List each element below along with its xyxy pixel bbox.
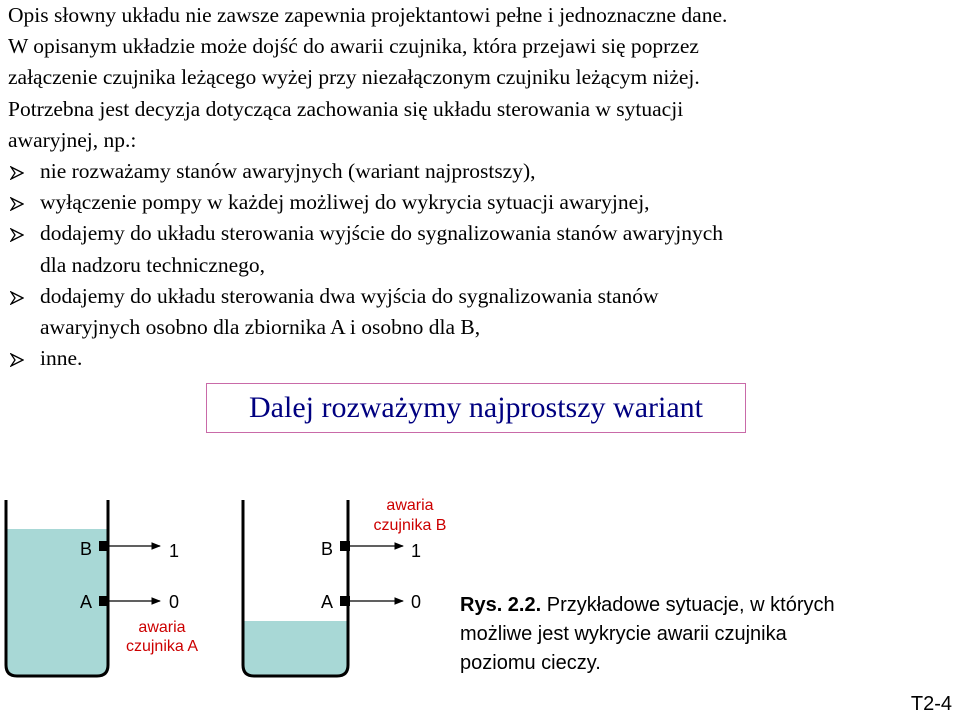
intro-paragraph xyxy=(8,0,958,156)
caption-line xyxy=(460,591,940,620)
fault-label: czujnika B xyxy=(373,517,447,534)
sensor-b-value: 1 xyxy=(169,541,180,561)
fault-label: awaria xyxy=(138,619,186,636)
arrowhead-bullet-icon xyxy=(10,197,24,211)
paragraph-line: awaryjnej, np.: xyxy=(8,127,137,152)
list-item xyxy=(8,343,958,374)
list-item xyxy=(8,281,958,343)
sensor-a xyxy=(340,596,350,606)
page-number: T2-4 xyxy=(910,693,952,715)
arrowhead-bullet-icon xyxy=(10,166,24,180)
tank-b-fault xyxy=(243,497,446,676)
highlight-box xyxy=(206,383,746,433)
tank-water xyxy=(243,621,348,676)
options-list xyxy=(8,156,958,374)
sensor-a xyxy=(99,596,109,606)
list-item-text: inne. xyxy=(40,346,83,371)
list-item-text: awaryjnych osobno dla zbiornika A i osobno dla B, xyxy=(40,314,481,339)
sensor-a-value: 0 xyxy=(169,592,180,612)
sensor-b xyxy=(340,541,350,551)
fault-label: awaria xyxy=(386,497,434,514)
caption-text: Przykładowe sytuacje, w których xyxy=(541,594,835,616)
tank-a-fault xyxy=(6,500,198,676)
sensor-a-label: A xyxy=(80,592,93,612)
paragraph-line: załączenie czujnika leżącego wyżej przy niezałączonym czujniku leżącym niżej. xyxy=(8,65,700,90)
caption-line: możliwe jest wykrycie awarii czujnika xyxy=(460,623,787,645)
list-item xyxy=(8,187,958,218)
sensor-b-value: 1 xyxy=(411,541,422,561)
figure-caption xyxy=(460,591,940,678)
arrowhead-bullet-icon xyxy=(10,353,24,367)
paragraph-line: W opisanym układzie może dojść do awarii czujnika, która przejawi się poprzez xyxy=(8,34,699,59)
list-item-text: nie rozważamy stanów awaryjnych (wariant najprostszy), xyxy=(40,159,536,183)
list-item xyxy=(8,218,958,280)
paragraph-line: Potrzebna jest decyzja dotycząca zachowania się układu sterowania w sytuacji xyxy=(8,96,684,121)
sensor-b-label: B xyxy=(321,539,334,559)
sensor-a-label: A xyxy=(321,592,334,612)
caption-line: poziomu cieczy. xyxy=(460,652,601,674)
highlight-text: Dalej rozważymy najprostszy wariant xyxy=(249,391,703,424)
sensor-b xyxy=(99,541,109,551)
fault-label: czujnika A xyxy=(125,638,199,655)
sensor-b-label: B xyxy=(80,539,93,559)
caption-number: Rys. 2.2. xyxy=(460,594,542,616)
list-item-text: dla nadzoru technicznego, xyxy=(40,252,266,277)
tank-water xyxy=(6,529,108,676)
paragraph-line: Opis słowny układu nie zawsze zapewnia projektantowi pełne i jednoznaczne dane. xyxy=(8,3,728,27)
list-item-text: dodajemy do układu sterowania dwa wyjścia do sygnalizowania stanów xyxy=(40,283,659,308)
list-item-text: dodajemy do układu sterowania wyjście do sygnalizowania stanów awaryjnych xyxy=(40,221,724,246)
arrowhead-bullet-icon xyxy=(10,228,24,242)
arrowhead-bullet-icon xyxy=(10,291,24,305)
list-item xyxy=(8,156,958,187)
list-item-text: wyłączenie pompy w każdej możliwej do wykrycia sytuacji awaryjnej, xyxy=(40,190,650,215)
sensor-a-value: 0 xyxy=(411,592,422,612)
